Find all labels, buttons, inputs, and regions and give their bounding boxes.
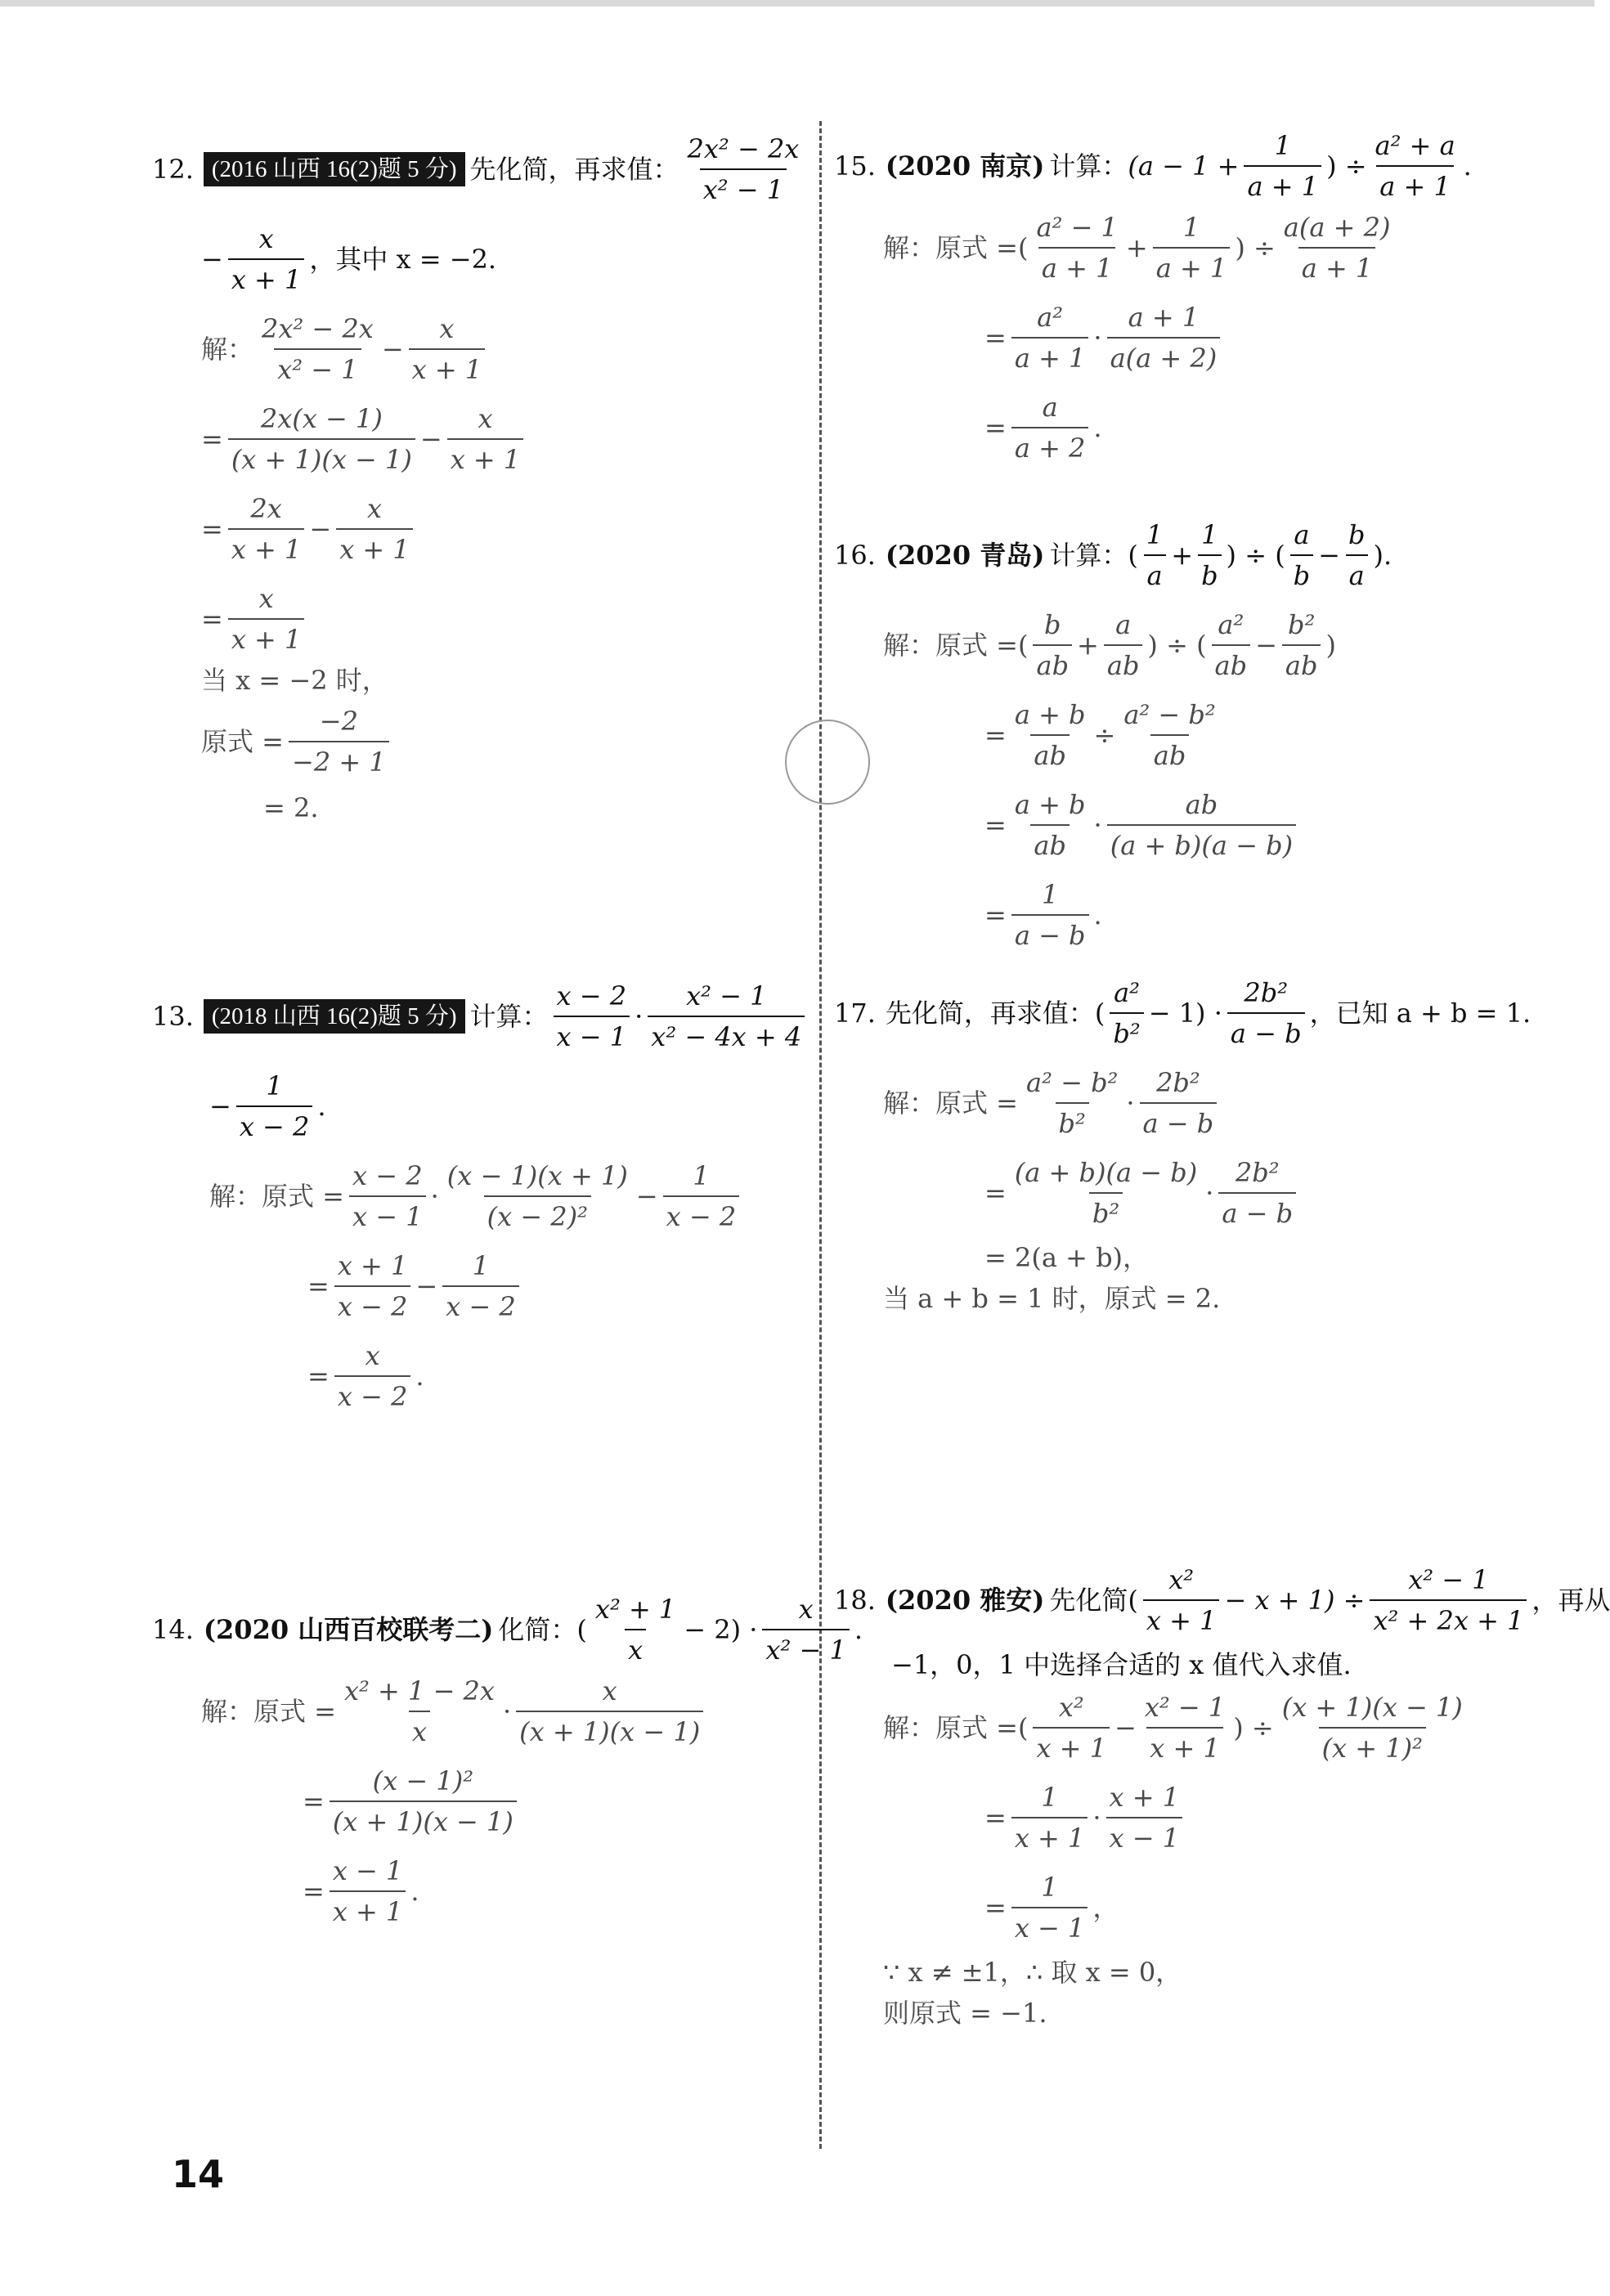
problem-stem: ，再从	[1532, 1585, 1610, 1616]
times-sign: ·	[430, 1181, 439, 1212]
denominator: x − 1	[1011, 1907, 1088, 1946]
denominator: ab	[1033, 644, 1072, 684]
paren: (	[1128, 1585, 1138, 1616]
times-sign: ·	[1093, 809, 1102, 841]
source-tag: (2016 山西 16(2)题 5 分)	[204, 152, 465, 186]
problem-16	[834, 517, 1570, 953]
problem-18	[834, 1562, 1610, 2031]
denominator: ab	[1104, 644, 1143, 684]
problem-number: 14.	[152, 1614, 194, 1645]
expr-text: ).	[1373, 540, 1392, 571]
denominator: x² − 1	[700, 168, 787, 208]
problem-stem: 计算：	[1049, 150, 1128, 182]
fraction	[228, 581, 305, 657]
numerator: a	[1115, 609, 1132, 640]
minus-sign: −	[635, 1181, 658, 1212]
fraction	[349, 1158, 426, 1235]
numerator: x² − 1	[1144, 1692, 1226, 1723]
denominator: b	[1290, 554, 1313, 594]
condition-text: 当 a + b = 1 时，原式 = 2.	[883, 1283, 1221, 1314]
numerator: 1	[1041, 1872, 1058, 1903]
problem-13	[152, 978, 814, 1415]
numerator: a²	[1218, 609, 1244, 640]
numerator: 2x² − 2x	[262, 313, 374, 344]
solution-label: 解：原式 =	[883, 232, 1018, 263]
numerator: 2b²	[1156, 1067, 1200, 1098]
times-sign: ·	[635, 1001, 644, 1032]
times-sign: ·	[502, 1696, 512, 1727]
fraction	[1011, 787, 1089, 863]
expr-text: − 1) ·	[1148, 998, 1222, 1029]
fraction	[1107, 787, 1296, 863]
fraction	[409, 311, 486, 388]
numerator: a + b	[1014, 699, 1086, 730]
denominator: a − b	[1227, 1012, 1305, 1052]
fraction	[1104, 607, 1143, 684]
numerator: x	[258, 223, 274, 254]
numerator: x + 1	[337, 1250, 408, 1281]
result-text: = 2.	[263, 792, 319, 823]
numerator: x² − 1	[1408, 1564, 1489, 1595]
expr-text: ) ÷	[1235, 232, 1276, 263]
numerator: x − 2	[352, 1160, 423, 1191]
denominator: x − 2	[442, 1285, 519, 1325]
denominator: ab	[1282, 644, 1321, 684]
denominator: x − 2	[663, 1195, 740, 1235]
fraction	[1212, 607, 1251, 684]
expr-text: (a − 1 +	[1128, 150, 1240, 182]
denominator: x + 1	[1011, 1817, 1088, 1856]
denominator: x	[625, 1629, 646, 1668]
minus-sign: −	[309, 513, 332, 545]
expr-text: − x + 1) ÷	[1224, 1585, 1366, 1616]
paren: (	[1128, 540, 1138, 571]
period: .	[317, 1091, 326, 1122]
original-expression-label: 原式 =	[201, 726, 284, 757]
denominator: −2 + 1	[289, 741, 389, 780]
minus-sign: −	[419, 424, 442, 455]
fraction	[1120, 697, 1218, 774]
denominator: a	[1144, 554, 1166, 594]
minus-sign: −	[209, 1091, 231, 1122]
denominator: x − 2	[334, 1285, 411, 1325]
denominator: b²	[1089, 1192, 1123, 1231]
problem-number: 15.	[834, 150, 876, 182]
reasoning-text: ∵ x ≠ ±1，∴ 取 x = 0，	[883, 1957, 1182, 1988]
denominator: x² − 1	[762, 1629, 849, 1668]
equals-sign: =	[303, 1786, 325, 1817]
problem-stem: ，其中 x = −2.	[309, 244, 497, 275]
numerator: 2b²	[1244, 977, 1289, 1008]
times-sign: ·	[1205, 1177, 1214, 1209]
fraction	[228, 491, 305, 567]
equals-sign: =	[984, 322, 1007, 353]
denominator: x + 1	[1146, 1727, 1223, 1766]
numerator: x	[365, 1340, 380, 1371]
denominator: x + 1	[228, 528, 305, 567]
problem-stem: 先化简，再求值：	[885, 998, 1095, 1029]
source-label: (2020 青岛)	[885, 540, 1045, 571]
problem-number: 16.	[834, 540, 876, 571]
fraction	[444, 1158, 631, 1235]
problem-stem: 计算：	[1049, 540, 1128, 571]
paren: )	[1325, 630, 1336, 661]
fraction	[330, 1763, 517, 1840]
fraction	[1345, 517, 1368, 594]
numerator: 1	[693, 1160, 710, 1191]
paren: (	[1018, 232, 1029, 263]
denominator: a + 2	[1011, 427, 1089, 466]
fraction	[1143, 1562, 1220, 1639]
solution-label: 解：原式 =	[209, 1181, 344, 1212]
fraction	[1141, 1689, 1228, 1766]
denominator: a + 1	[1376, 165, 1454, 204]
problem-number: 18.	[834, 1585, 876, 1616]
fraction	[258, 311, 377, 388]
scan-top-edge	[0, 0, 1594, 7]
denominator: x − 2	[236, 1105, 313, 1145]
numerator: x − 2	[556, 980, 627, 1011]
equals-sign: =	[984, 1802, 1007, 1833]
denominator: x + 1	[336, 528, 413, 567]
times-sign: ·	[1092, 1802, 1101, 1833]
denominator: x + 1	[228, 258, 305, 298]
fraction	[1370, 1562, 1527, 1639]
plus-sign: +	[1077, 630, 1099, 661]
denominator: b	[1198, 554, 1221, 594]
expr-text: ) ÷ (	[1147, 630, 1207, 661]
fraction	[1143, 517, 1166, 594]
problem-stem: 先化简	[1049, 1585, 1128, 1616]
fraction	[1011, 697, 1089, 774]
denominator: a + 1	[1244, 165, 1321, 204]
denominator: a + 1	[1038, 247, 1116, 286]
page-number: 14	[172, 2152, 225, 2196]
equals-sign: =	[984, 899, 1007, 931]
fraction	[330, 1853, 406, 1930]
times-sign: ·	[1093, 322, 1102, 353]
fraction	[1198, 517, 1221, 594]
denominator: x + 1	[447, 438, 524, 478]
numerator: a² − b²	[1026, 1067, 1119, 1098]
period: .	[1463, 150, 1472, 182]
fraction	[554, 978, 630, 1055]
period: .	[1093, 899, 1102, 931]
denominator: (x + 1)(x − 1)	[330, 1800, 517, 1840]
numerator: x	[439, 313, 455, 344]
minus-sign: −	[1318, 540, 1340, 571]
fraction	[1033, 209, 1120, 286]
numerator: x	[478, 403, 493, 434]
solution-label: 解：原式 =	[883, 1712, 1018, 1743]
equals-sign: =	[984, 1892, 1007, 1923]
denominator: ab	[1150, 734, 1190, 774]
problem-number: 13.	[152, 1001, 194, 1032]
fraction	[1033, 1689, 1110, 1766]
numerator: x² + 1	[594, 1594, 676, 1625]
numerator: a²	[1114, 977, 1140, 1008]
condition-text: 当 x = −2 时，	[201, 665, 388, 696]
numerator: 2b²	[1235, 1157, 1280, 1188]
equals-sign: =	[201, 424, 223, 455]
problem-stem: 计算：	[469, 1001, 549, 1032]
numerator: 1	[1274, 130, 1291, 161]
fraction	[1290, 517, 1313, 594]
fraction	[1153, 209, 1231, 286]
denominator: b²	[1056, 1102, 1089, 1141]
solution-label: 解：	[201, 334, 254, 365]
fraction	[648, 978, 805, 1055]
times-sign: ·	[1126, 1087, 1135, 1119]
minus-sign: −	[1255, 630, 1277, 661]
fraction	[336, 491, 413, 567]
denominator: (x + 1)²	[1319, 1727, 1426, 1766]
equals-sign: =	[984, 412, 1007, 443]
numerator: x²	[1168, 1564, 1195, 1595]
source-tag: (2018 山西 16(2)题 5 分)	[204, 999, 465, 1034]
fraction	[1011, 299, 1089, 376]
numerator: b²	[1288, 609, 1316, 640]
numerator: x + 1	[1109, 1782, 1180, 1813]
denominator: x + 1	[1033, 1727, 1110, 1766]
denominator: a − b	[1218, 1192, 1296, 1231]
numerator: a² − b²	[1123, 699, 1216, 730]
denominator: x² − 4x + 4	[648, 1016, 805, 1055]
denominator: x − 2	[334, 1375, 411, 1415]
numerator: 2x(x − 1)	[260, 403, 383, 434]
fraction	[1011, 389, 1089, 466]
solution-label: 解：原式 =	[883, 630, 1018, 661]
solution-label: 解：原式 =	[201, 1696, 336, 1727]
problem-stem: 先化简，再求值：	[469, 154, 679, 185]
numerator: 1	[1182, 212, 1200, 243]
fraction	[1107, 299, 1221, 376]
fraction	[1011, 1779, 1088, 1856]
equals-sign: =	[307, 1361, 330, 1392]
numerator: x	[798, 1594, 814, 1625]
fraction	[447, 401, 524, 478]
problem-stem: 化简：	[498, 1614, 577, 1645]
fraction	[442, 1248, 519, 1325]
denominator: a + 1	[1298, 247, 1376, 286]
fraction	[684, 131, 803, 208]
plus-sign: +	[1125, 232, 1148, 263]
numerator: 1	[266, 1070, 283, 1101]
numerator: x²	[1058, 1692, 1084, 1723]
denominator: x − 1	[349, 1195, 426, 1235]
numerator: (a + b)(a − b)	[1014, 1157, 1198, 1188]
equals-sign: =	[984, 809, 1007, 841]
problem-stem: ，已知 a + b = 1.	[1309, 998, 1532, 1029]
denominator: a	[1346, 554, 1368, 594]
denominator: x + 1	[228, 618, 305, 657]
denominator: x + 1	[409, 348, 486, 388]
fraction	[1279, 1689, 1466, 1766]
denominator: x − 1	[554, 1016, 630, 1055]
denominator: (a + b)(a − b)	[1107, 824, 1296, 863]
numerator: x − 1	[332, 1855, 403, 1886]
fraction	[334, 1338, 411, 1415]
problem-17	[834, 975, 1570, 1316]
source-label: (2020 南京)	[885, 150, 1045, 182]
numerator: x² − 1	[686, 980, 767, 1011]
numerator: a + 1	[1128, 302, 1200, 333]
fraction	[1033, 607, 1072, 684]
denominator: (x + 1)(x − 1)	[228, 438, 415, 478]
numerator: (x − 1)²	[372, 1765, 474, 1796]
numerator: −2	[319, 706, 358, 737]
comma: ，	[1092, 1892, 1119, 1923]
fraction	[1280, 209, 1394, 286]
problem-number: 12.	[152, 154, 194, 185]
numerator: x² + 1 − 2x	[344, 1675, 495, 1706]
fraction	[1023, 1065, 1121, 1141]
numerator: (x + 1)(x − 1)	[1281, 1692, 1463, 1723]
result-text: 则原式 = −1.	[883, 1998, 1047, 2029]
problem-stem: −1，0，1 中选择合适的 x 值代入求值.	[891, 1649, 1352, 1680]
fraction	[663, 1158, 740, 1235]
fraction	[1106, 1779, 1183, 1856]
minus-sign: −	[415, 1271, 438, 1302]
step-text: = 2(a + b)，	[984, 1242, 1150, 1273]
numerator: ab	[1185, 789, 1218, 820]
equals-sign: =	[984, 720, 1007, 751]
denominator: a + 1	[1011, 337, 1089, 376]
numerator: x	[366, 493, 382, 524]
numerator: b	[1044, 609, 1061, 640]
expr-text: ) ÷	[1326, 150, 1367, 182]
denominator: a(a + 2)	[1107, 337, 1221, 376]
denominator: x + 1	[1143, 1599, 1220, 1639]
fraction	[1011, 877, 1089, 953]
equals-sign: =	[201, 603, 223, 635]
period: .	[410, 1876, 419, 1907]
numerator: a(a + 2)	[1283, 212, 1391, 243]
numerator: 1	[1201, 519, 1218, 550]
denominator: x	[409, 1711, 430, 1750]
denominator: a − b	[1011, 914, 1089, 953]
fraction	[1011, 1155, 1200, 1231]
column-divider	[819, 121, 822, 2149]
expr-text: − 2) ·	[684, 1614, 758, 1645]
denominator: (x + 1)(x − 1)	[516, 1711, 703, 1750]
paren: (	[576, 1614, 587, 1645]
equals-sign: =	[307, 1271, 330, 1302]
source-label: (2020 雅安)	[885, 1585, 1045, 1616]
fraction	[236, 1068, 313, 1145]
problem-15	[834, 128, 1570, 466]
fraction	[228, 401, 415, 478]
period: .	[1093, 412, 1102, 443]
expr-text: ) ÷ (	[1226, 540, 1285, 571]
minus-sign: −	[381, 334, 404, 365]
solution-label: 解：原式 =	[883, 1087, 1018, 1119]
problem-number: 17.	[834, 998, 876, 1029]
fraction	[289, 703, 389, 780]
numerator: 2x	[250, 493, 282, 524]
denominator: x² − 1	[274, 348, 361, 388]
numerator: 2x² − 2x	[687, 133, 800, 164]
fraction	[1011, 1869, 1088, 1946]
numerator: 1	[472, 1250, 490, 1281]
fraction	[334, 1248, 411, 1325]
numerator: a² − 1	[1036, 212, 1118, 243]
numerator: a	[1042, 392, 1058, 423]
equals-sign: =	[201, 513, 223, 545]
denominator: a + 1	[1153, 247, 1231, 286]
fraction	[1244, 128, 1321, 204]
fraction	[1372, 128, 1459, 204]
denominator: ab	[1212, 644, 1251, 684]
period: .	[854, 1614, 863, 1645]
numerator: 1	[1146, 519, 1164, 550]
fraction	[1227, 975, 1305, 1052]
numerator: (x − 1)(x + 1)	[446, 1160, 628, 1191]
numerator: a² + a	[1375, 130, 1455, 161]
paren: (	[1018, 1712, 1029, 1743]
denominator: b²	[1110, 1012, 1143, 1052]
denominator: ab	[1030, 824, 1070, 863]
plus-sign: +	[1171, 540, 1194, 571]
fraction	[341, 1673, 498, 1750]
numerator: 1	[1041, 1782, 1058, 1813]
fraction	[592, 1591, 679, 1668]
numerator: a²	[1037, 302, 1064, 333]
denominator: (x − 2)²	[484, 1195, 591, 1235]
paren: (	[1094, 998, 1105, 1029]
fraction	[1110, 975, 1143, 1052]
equals-sign: =	[984, 1177, 1007, 1209]
numerator: 1	[1041, 879, 1059, 910]
divide-sign: ÷	[1093, 720, 1116, 751]
numerator: x	[258, 583, 274, 614]
numerator: x	[602, 1675, 617, 1706]
minus-sign: −	[1114, 1712, 1137, 1743]
source-label: (2020 山西百校联考二)	[203, 1614, 494, 1645]
denominator: x + 1	[330, 1890, 406, 1930]
fraction	[1140, 1065, 1218, 1141]
expr-text: ) ÷	[1233, 1712, 1274, 1743]
denominator: ab	[1030, 734, 1070, 774]
fraction	[1218, 1155, 1296, 1231]
minus-sign: −	[201, 244, 223, 275]
fraction	[1282, 607, 1321, 684]
denominator: a − b	[1140, 1102, 1218, 1141]
period: .	[415, 1361, 424, 1392]
equals-sign: =	[303, 1876, 325, 1907]
numerator: a	[1294, 519, 1310, 550]
denominator: x² + 2x + 1	[1370, 1599, 1527, 1639]
fraction	[228, 221, 305, 298]
paren: (	[1018, 630, 1029, 661]
numerator: a + b	[1014, 789, 1086, 820]
numerator: b	[1348, 519, 1366, 550]
problem-12	[152, 131, 806, 826]
denominator: x − 1	[1106, 1817, 1183, 1856]
fraction	[516, 1673, 703, 1750]
